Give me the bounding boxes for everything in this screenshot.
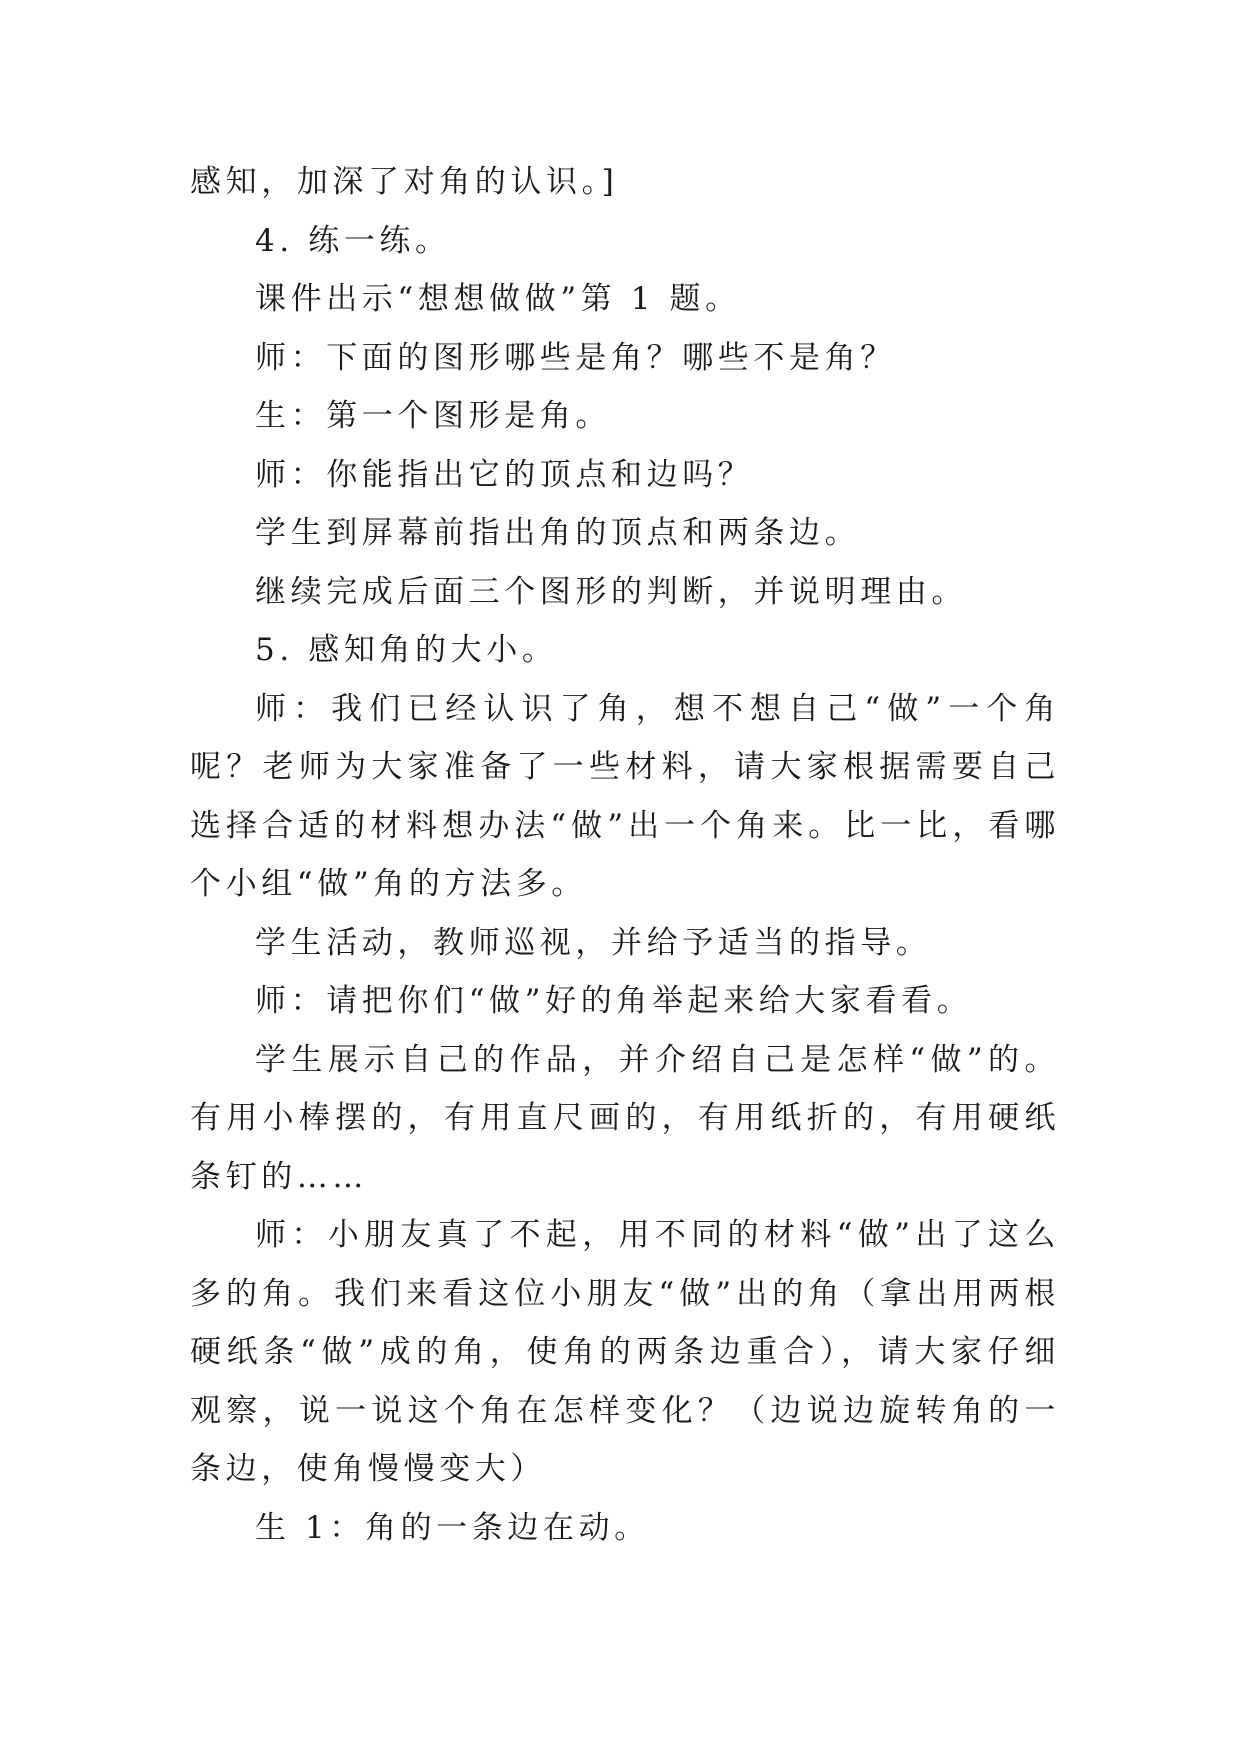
paragraph: 感知，加深了对角的认识。] bbox=[190, 164, 619, 200]
paragraph: 学生到屏幕前指出角的顶点和两条边。 bbox=[255, 515, 861, 551]
paragraph: 师：我们已经认识了角，想不想自己“做”一个角呢？老师为大家准备了一些材料，请大家根据需要自己选择合适的材料想办法“做”出一个角来。比一比，看哪个小组“做”角的方法多。 bbox=[190, 690, 1060, 902]
paragraph: 学生活动，教师巡视，并给予适当的指导。 bbox=[255, 924, 932, 961]
paragraph: 生 1：角的一条边在动。 bbox=[255, 1509, 650, 1546]
paragraph: 师：请把你们“做”好的角举起来给大家看看。 bbox=[255, 983, 973, 1019]
paragraph: 4. 练一练。 bbox=[255, 222, 451, 259]
paragraph: 课件出示“想想做做”第 1 题。 bbox=[255, 281, 741, 317]
paragraph: 师：你能指出它的顶点和边吗？ bbox=[255, 456, 754, 493]
paragraph: 师：下面的图形哪些是角？哪些不是角？ bbox=[255, 339, 896, 376]
document-body bbox=[190, 153, 1060, 1557]
paragraph: 5. 感知角的大小。 bbox=[255, 632, 558, 668]
paragraph: 师：小朋友真了不起，用不同的材料“做”出了这么多的角。我们来看这位小朋友“做”出的角（拿出用两根硬纸条“做”成的角，使角的两条边重合），请大家仔细观察，说一说这个角在怎样变化？（边说边旋转角的一条边，使角慢慢变大） bbox=[190, 1217, 1060, 1487]
paragraph: 生：第一个图形是角。 bbox=[255, 398, 611, 434]
paragraph: 学生展示自己的作品，并介绍自己是怎样“做”的。有用小棒摆的，有用直尺画的，有用纸折的，有用硬纸条钉的…… bbox=[190, 1041, 1060, 1195]
paragraph: 继续完成后面三个图形的判断，并说明理由。 bbox=[255, 573, 967, 610]
